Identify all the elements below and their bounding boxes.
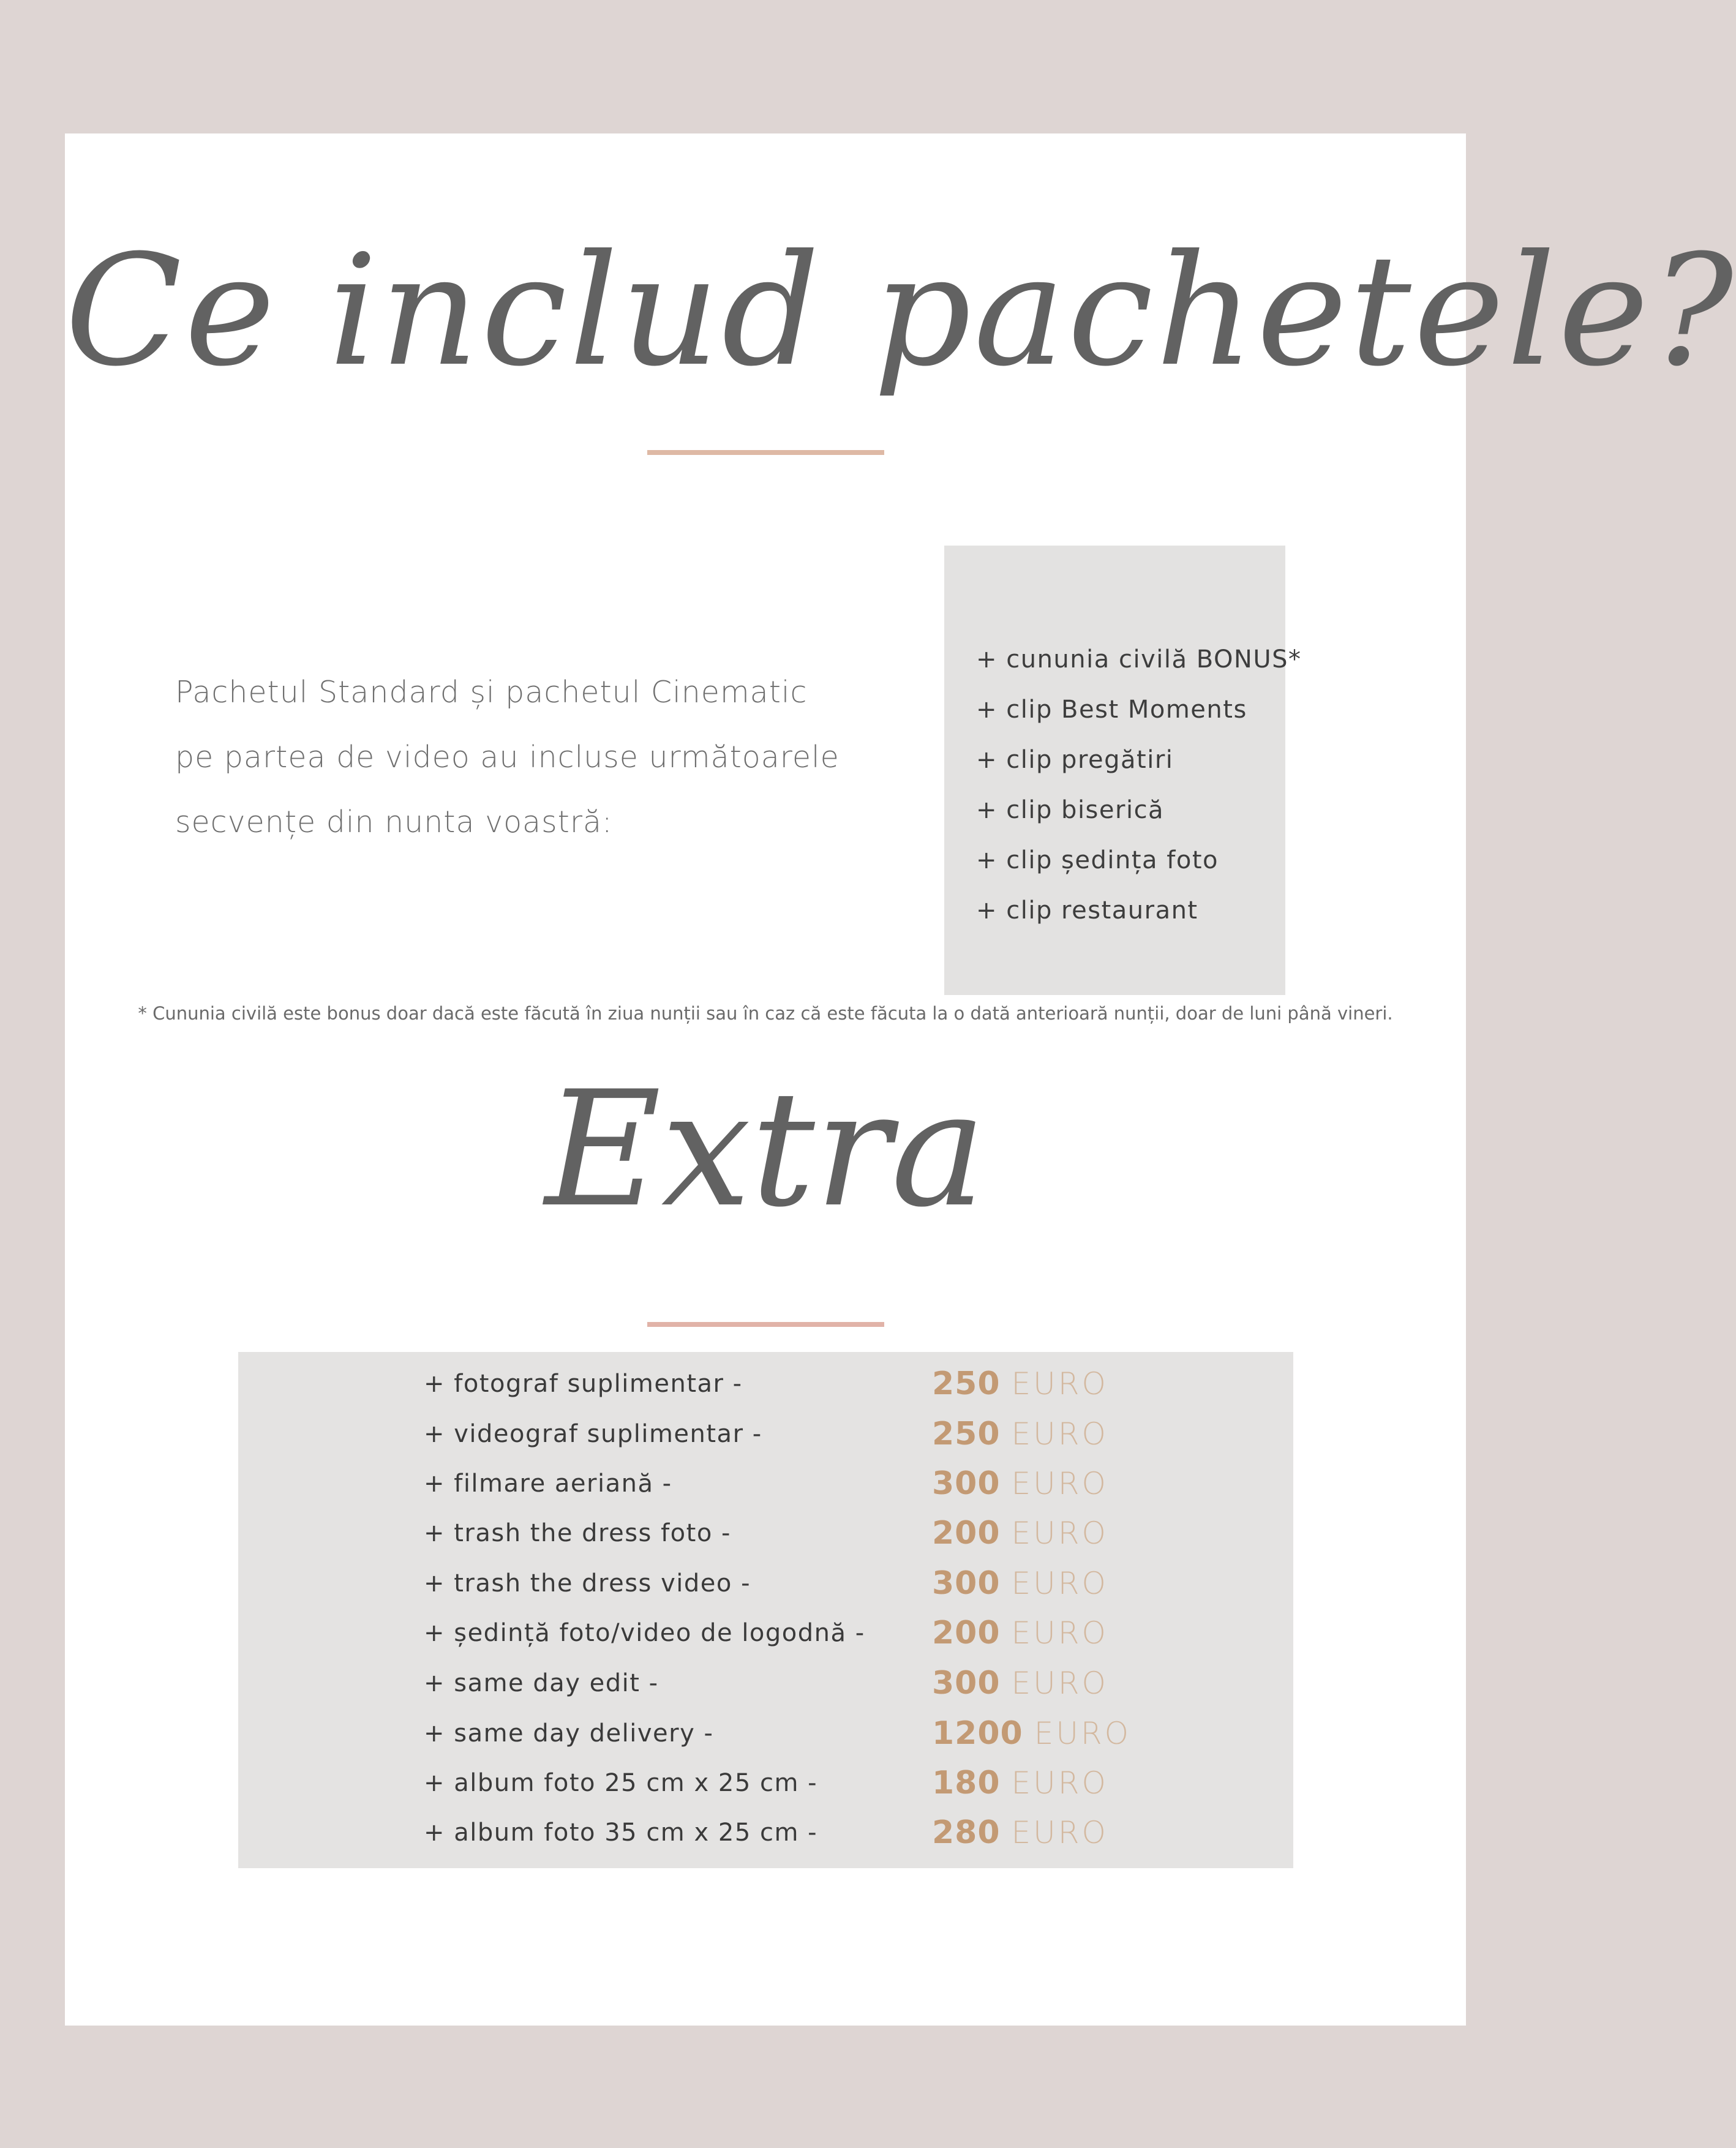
- intro-line: pe partea de video au incluse următoarele: [175, 740, 840, 775]
- extra-row: [238, 1759, 1293, 1808]
- extra-price: [932, 1759, 1108, 1808]
- extra-label: + ședință foto/video de logodnă -: [424, 1619, 865, 1647]
- extra-row: [238, 1410, 1293, 1459]
- price-currency: EURO: [1011, 1366, 1108, 1402]
- intro-line: Pachetul Standard și pachetul Cinematic: [175, 675, 808, 710]
- price-value: 250: [932, 1365, 1001, 1402]
- price-value: 300: [932, 1565, 1001, 1602]
- footnote: * Cununia civilă este bonus doar dacă este făcută în ziua nunții sau în caz că este făcuta la o dată anterioară nunții, doar de luni până vineri.: [138, 1003, 1393, 1024]
- extra-row: [238, 1609, 1293, 1658]
- extra-row: [238, 1459, 1293, 1508]
- price-currency: EURO: [1011, 1765, 1108, 1801]
- extra-price: [932, 1559, 1108, 1608]
- price-value: 300: [932, 1665, 1001, 1702]
- extra-price: [932, 1459, 1108, 1508]
- price-currency: EURO: [1011, 1665, 1108, 1701]
- price-value: 280: [932, 1814, 1001, 1851]
- price-value: 250: [932, 1416, 1001, 1452]
- extra-row: [238, 1509, 1293, 1558]
- price-currency: EURO: [1011, 1815, 1108, 1850]
- price-value: 300: [932, 1465, 1001, 1502]
- page-title: Ce includ pachetele?: [65, 222, 1736, 400]
- extra-price: [932, 1609, 1108, 1658]
- extra-price: [932, 1709, 1131, 1758]
- extra-label: + album foto 35 cm x 25 cm -: [424, 1819, 818, 1847]
- extra-price: [932, 1410, 1108, 1459]
- extra-label: + videograf suplimentar -: [424, 1420, 762, 1448]
- price-value: 180: [932, 1765, 1001, 1801]
- extra-label: + same day delivery -: [424, 1719, 714, 1748]
- clip-item: + clip restaurant: [976, 896, 1198, 925]
- title-divider: [647, 450, 884, 455]
- extra-row: [238, 1559, 1293, 1608]
- extra-price: [932, 1808, 1108, 1857]
- clip-item: + clip biserică: [976, 796, 1165, 824]
- extra-label: + trash the dress foto -: [424, 1519, 731, 1547]
- price-value: 1200: [932, 1715, 1023, 1752]
- extra-price: [932, 1659, 1108, 1708]
- extras-price-list: [238, 1352, 1293, 1868]
- extra-row: [238, 1359, 1293, 1408]
- extra-label: + filmare aeriană -: [424, 1470, 672, 1498]
- extra-label: + trash the dress video -: [424, 1569, 751, 1598]
- extra-row: [238, 1659, 1293, 1708]
- extra-label: + fotograf suplimentar -: [424, 1370, 743, 1398]
- clip-item: + clip pregătiri: [976, 746, 1174, 774]
- included-clips-box: [944, 546, 1302, 995]
- page-sheet: [65, 133, 1736, 2026]
- price-currency: EURO: [1011, 1416, 1108, 1452]
- extra-row: [238, 1709, 1293, 1758]
- clip-item: + clip ședința foto: [976, 846, 1219, 874]
- price-currency: EURO: [1011, 1515, 1108, 1551]
- intro-line: secvențe din nunta voastră:: [175, 805, 613, 839]
- price-value: 200: [932, 1615, 1001, 1651]
- included-clips-list: [976, 634, 1302, 936]
- price-value: 200: [932, 1515, 1001, 1552]
- extra-price: [932, 1509, 1108, 1558]
- extra-label: + same day edit -: [424, 1669, 659, 1697]
- price-currency: EURO: [1011, 1466, 1108, 1501]
- price-currency: EURO: [1034, 1716, 1132, 1751]
- intro-text: [175, 660, 922, 855]
- price-currency: EURO: [1011, 1566, 1108, 1601]
- extra-row: [238, 1808, 1293, 1857]
- price-currency: EURO: [1011, 1615, 1108, 1651]
- extra-price: [932, 1359, 1108, 1408]
- clip-item: + cununia civilă BONUS*: [976, 645, 1302, 674]
- extra-label: + album foto 25 cm x 25 cm -: [424, 1769, 818, 1797]
- extra-divider: [647, 1322, 884, 1327]
- extra-title: Extra: [544, 1057, 986, 1242]
- clip-item: + clip Best Moments: [976, 696, 1247, 724]
